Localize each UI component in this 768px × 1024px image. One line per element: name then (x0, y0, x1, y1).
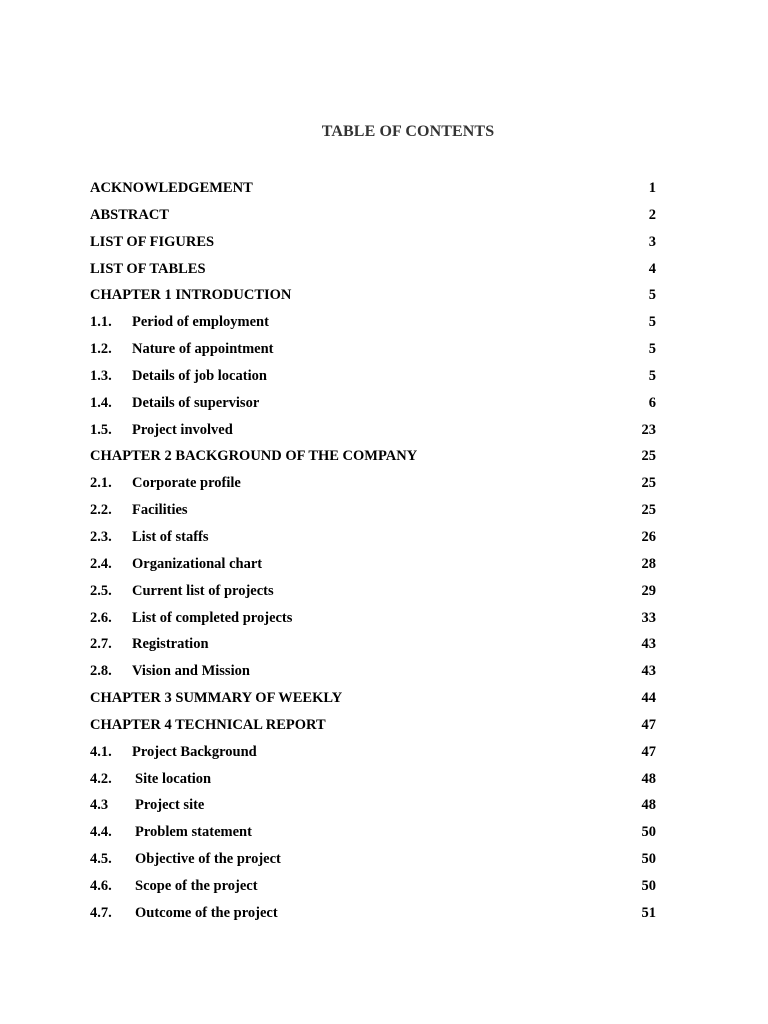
toc-entry (90, 310, 656, 337)
toc-entry (90, 820, 656, 847)
toc-entry (90, 606, 656, 633)
toc-entry-page-number: 2 (648, 206, 656, 223)
toc-entry-number: 1.5. (90, 421, 112, 438)
toc-entry-page-number: 5 (648, 314, 656, 331)
toc-entry (90, 391, 656, 418)
toc-entry-number: 4.2. (90, 770, 112, 787)
page-title: TABLE OF CONTENTS (321, 123, 495, 140)
toc-entry (90, 901, 656, 928)
toc-entry (90, 632, 656, 659)
toc-entry (90, 203, 656, 230)
toc-entry-page-number: 48 (641, 797, 656, 814)
toc-entry-page-number: 3 (648, 233, 656, 250)
toc-entry (90, 874, 656, 901)
toc-entry-number: 2.6. (90, 609, 112, 626)
toc-entry-label: Vision and Mission (132, 663, 250, 680)
toc-entry-label: CHAPTER 3 SUMMARY OF WEEKLY (90, 690, 343, 707)
toc-entry-page-number: 23 (641, 421, 656, 438)
toc-entry (90, 579, 656, 606)
toc-entry-label: Details of job location (132, 367, 267, 384)
toc-entry-label: Project site (135, 797, 205, 814)
toc-entry-label: Site location (135, 770, 212, 787)
toc-entry (90, 686, 656, 713)
toc-entry-label: Scope of the project (135, 877, 258, 894)
toc-entry (90, 740, 656, 767)
toc-entry-page-number: 28 (641, 555, 656, 572)
toc-entry-page-number: 47 (641, 743, 656, 760)
toc-entry-page-number: 51 (641, 904, 656, 921)
toc-entry-page-number: 48 (641, 770, 656, 787)
toc-entry-label: Nature of appointment (132, 341, 274, 358)
toc-entry-page-number: 25 (641, 448, 656, 465)
toc-entry-number: 2.8. (90, 663, 112, 680)
toc-entry (90, 176, 656, 203)
toc-entry (90, 847, 656, 874)
toc-entry-number: 1.3. (90, 367, 112, 384)
toc-entry-label: Facilities (132, 502, 188, 519)
toc-entry-number: 4.4. (90, 824, 112, 841)
toc-entry-page-number: 44 (641, 690, 656, 707)
toc-entry (90, 552, 656, 579)
toc-entry-page-number: 5 (648, 341, 656, 358)
toc-entry-number: 2.7. (90, 636, 112, 653)
toc-entry-page-number: 50 (641, 851, 656, 868)
toc-entry-label: LIST OF FIGURES (90, 233, 215, 250)
toc-entry-label: CHAPTER 4 TECHNICAL REPORT (90, 716, 326, 733)
toc-entry-number: 4.6. (90, 877, 112, 894)
toc-entry-label: Objective of the project (135, 851, 281, 868)
toc-entry (90, 444, 656, 471)
toc-entry-label: CHAPTER 1 INTRODUCTION (90, 287, 292, 304)
toc-entry-label: Outcome of the project (135, 904, 278, 921)
toc-entry (90, 793, 656, 820)
toc-entry-number: 4.5. (90, 851, 112, 868)
toc-entry-page-number: 5 (648, 367, 656, 384)
toc-entry-label: Corporate profile (132, 475, 241, 492)
toc-entry-number: 2.2. (90, 502, 112, 519)
toc-entry-page-number: 6 (648, 394, 656, 411)
toc-entry-page-number: 43 (641, 636, 656, 653)
toc-entry-page-number: 4 (648, 260, 656, 277)
toc-entry-label: Project Background (132, 743, 257, 760)
toc-entry-number: 1.4. (90, 394, 112, 411)
toc-entry (90, 471, 656, 498)
toc-entry-number: 1.1. (90, 314, 112, 331)
toc-entry (90, 659, 656, 686)
toc-entry (90, 498, 656, 525)
toc-entry-page-number: 29 (641, 582, 656, 599)
toc-entry-number: 4.3 (90, 797, 109, 814)
toc-entry-label: List of staffs (132, 528, 209, 545)
toc-entry-number: 2.4. (90, 555, 112, 572)
toc-entry-label: Organizational chart (132, 555, 263, 572)
toc-entry-label: List of completed projects (132, 609, 293, 626)
toc-entry-label: Current list of projects (132, 582, 274, 599)
toc-entry (90, 337, 656, 364)
toc-entry-page-number: 43 (641, 663, 656, 680)
toc-entry-page-number: 25 (641, 475, 656, 492)
toc-entry (90, 767, 656, 794)
toc-entry-number: 2.1. (90, 475, 112, 492)
toc-entry-label: ABSTRACT (90, 206, 169, 223)
toc-entry-number: 2.5. (90, 582, 112, 599)
toc-entry-number: 1.2. (90, 341, 112, 358)
toc-entry (90, 283, 656, 310)
toc-list (90, 176, 656, 928)
toc-entry-page-number: 1 (648, 180, 656, 196)
toc-entry (90, 525, 656, 552)
toc-entry-page-number: 5 (648, 287, 656, 304)
toc-entry-label: Project involved (132, 421, 233, 438)
toc-entry-number: 4.7. (90, 904, 112, 921)
toc-entry-number: 4.1. (90, 743, 112, 760)
toc-entry (90, 257, 656, 284)
toc-entry-page-number: 25 (641, 502, 656, 519)
toc-entry-page-number: 50 (641, 877, 656, 894)
toc-entry-label: ACKNOWLEDGEMENT (90, 180, 253, 196)
toc-entry-label: LIST OF TABLES (90, 260, 206, 277)
toc-entry-number: 2.3. (90, 528, 112, 545)
toc-entry-label: Period of employment (132, 314, 269, 331)
toc-entry-page-number: 50 (641, 824, 656, 841)
toc-entry-label: Problem statement (135, 824, 252, 841)
toc-entry-label: Details of supervisor (132, 394, 260, 411)
toc-entry-label: Registration (132, 636, 209, 653)
toc-entry-page-number: 47 (641, 716, 656, 733)
toc-entry (90, 713, 656, 740)
toc-entry-page-number: 26 (641, 528, 656, 545)
toc-entry (90, 364, 656, 391)
toc-entry-page-number: 33 (641, 609, 656, 626)
toc-entry (90, 418, 656, 445)
toc-entry-label: CHAPTER 2 BACKGROUND OF THE COMPANY (90, 448, 418, 465)
toc-entry (90, 230, 656, 257)
